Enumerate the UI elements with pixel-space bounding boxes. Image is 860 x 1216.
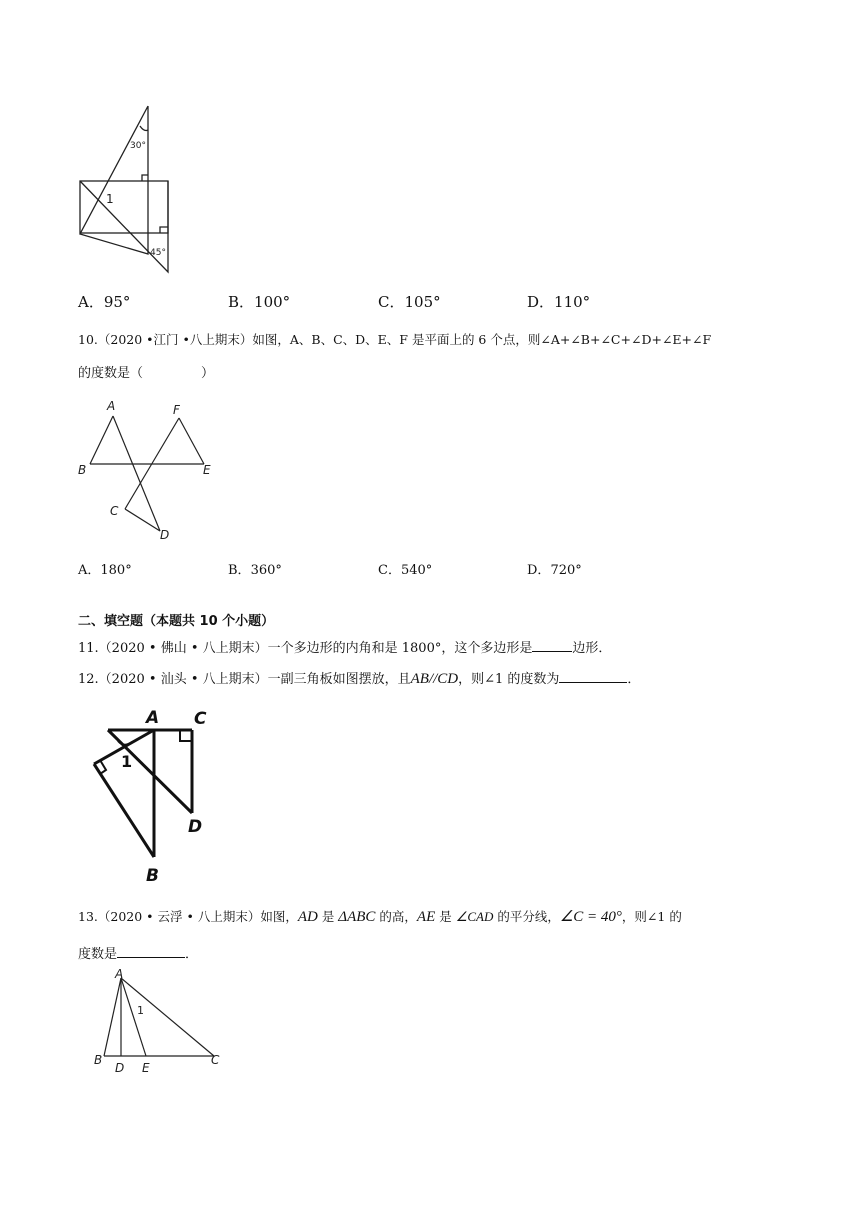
q13-math-condition: ∠C = 40° [559, 909, 622, 925]
q13-text-line2: 度数是 [78, 947, 118, 962]
q9-triangle-45 [80, 181, 168, 272]
q10-label-a: A [107, 399, 116, 413]
q10-figure [72, 396, 222, 546]
q10-label-b: B [78, 463, 87, 477]
q10-label-c: C [110, 504, 119, 518]
q9-angle-30-label: 30° [130, 141, 146, 151]
q9-figure [70, 104, 180, 274]
option-letter: D． [527, 293, 555, 311]
q9-angle-1-label: 1 [106, 192, 114, 206]
q13-label-d: D [115, 1061, 125, 1075]
q12-answer-blank[interactable] [559, 670, 627, 683]
q13-math-ae: AE [416, 909, 436, 925]
option-value: 105° [404, 293, 441, 311]
option-letter: C． [378, 293, 405, 311]
q10-label-d: D [160, 528, 170, 542]
q13-text-bisector: 的平分线， [493, 909, 560, 924]
q10-option-a[interactable] [78, 559, 132, 578]
q10-stem-line2 [78, 362, 214, 381]
q9-option-b[interactable] [228, 291, 290, 312]
section-title: 二、填空题（本题共 10 个小题） [78, 614, 275, 629]
q13-figure [88, 968, 238, 1078]
q12-text-middle: ，则∠1 的度数为 [458, 672, 560, 687]
q9-angle-45-label: 45° [150, 248, 166, 258]
option-value: 180° [100, 563, 132, 578]
q13-label-e: E [142, 1061, 150, 1075]
option-value: 360° [250, 563, 282, 578]
q11-text: 11.（2020 • 佛山 • 八上期末）一个多边形的内角和是 1800°，这个多边形是 [78, 641, 533, 656]
q10-stem-line1: 10.（2020 •江门 •八上期末）如图，A、B、C、D、E、F 是平面上的 6 个点，则∠A+∠B+∠C+∠D+∠E+∠F [78, 332, 712, 347]
q13-stem-line1 [78, 907, 682, 926]
q13-text-is2: 是 [435, 909, 456, 924]
q12-label-d: D [188, 817, 203, 837]
q10-option-d[interactable] [527, 559, 582, 578]
q10-option-b[interactable] [228, 559, 282, 578]
q13-label-a: A [115, 968, 124, 981]
q12-label-c: C [194, 709, 207, 729]
q9-option-a[interactable] [78, 291, 130, 312]
option-value: 100° [254, 293, 291, 311]
q12-text-end: ． [627, 672, 641, 687]
q11-stem [78, 637, 611, 656]
q10-label-e: E [203, 463, 211, 477]
q12-text: 12.（2020 • 汕头 • 八上期末）一副三角板如图摆放，且 [78, 672, 411, 687]
option-letter: C． [378, 563, 401, 578]
q13-text-is: 是 [317, 909, 339, 924]
option-letter: A． [78, 563, 101, 578]
q9-triangle-30 [80, 106, 148, 254]
q13-answer-blank[interactable] [117, 945, 185, 958]
q13-math-ad: AD [297, 909, 318, 925]
option-value: 720° [550, 563, 582, 578]
q12-figure [88, 706, 228, 886]
q13-stem-line2 [78, 943, 198, 962]
q13-label-b: B [94, 1053, 103, 1067]
option-letter: A． [78, 293, 104, 311]
option-value: 540° [400, 563, 433, 578]
option-value: 110° [554, 293, 591, 311]
q13-math-cad: ∠CAD [455, 909, 494, 924]
q13-angle-1-label: 1 [137, 1004, 144, 1017]
q11-text-end: 边形． [572, 641, 612, 656]
option-value: 95° [103, 293, 131, 311]
q10-paren-close: ） [201, 366, 215, 381]
option-letter: D． [527, 563, 551, 578]
q11-answer-blank[interactable] [532, 639, 572, 652]
q12-angle-1-label: 1 [121, 752, 133, 771]
q12-stem [78, 668, 640, 688]
q12-math-parallel: AB//CD [410, 671, 459, 687]
q13-math-triangle: ΔABC [338, 909, 376, 925]
q13-text: 13.（2020 • 云浮 • 八上期末）如图， [78, 909, 298, 924]
q13-text-height: 的高， [375, 909, 417, 924]
option-letter: B． [228, 293, 255, 311]
q13-text-end: ． [185, 947, 199, 962]
q10-option-c[interactable] [378, 559, 432, 578]
q10-label-f: F [173, 403, 180, 417]
q13-label-c: C [211, 1053, 220, 1067]
option-letter: B． [228, 563, 251, 578]
q13-text-tail: ，则∠1 的 [621, 909, 682, 924]
q9-option-c[interactable] [378, 291, 441, 312]
q10-stem-text: 的度数是（ [78, 366, 144, 381]
q9-rectangle [80, 181, 168, 233]
q12-label-b: B [146, 866, 159, 886]
q9-option-d[interactable] [527, 291, 590, 312]
q12-label-a: A [146, 708, 160, 728]
